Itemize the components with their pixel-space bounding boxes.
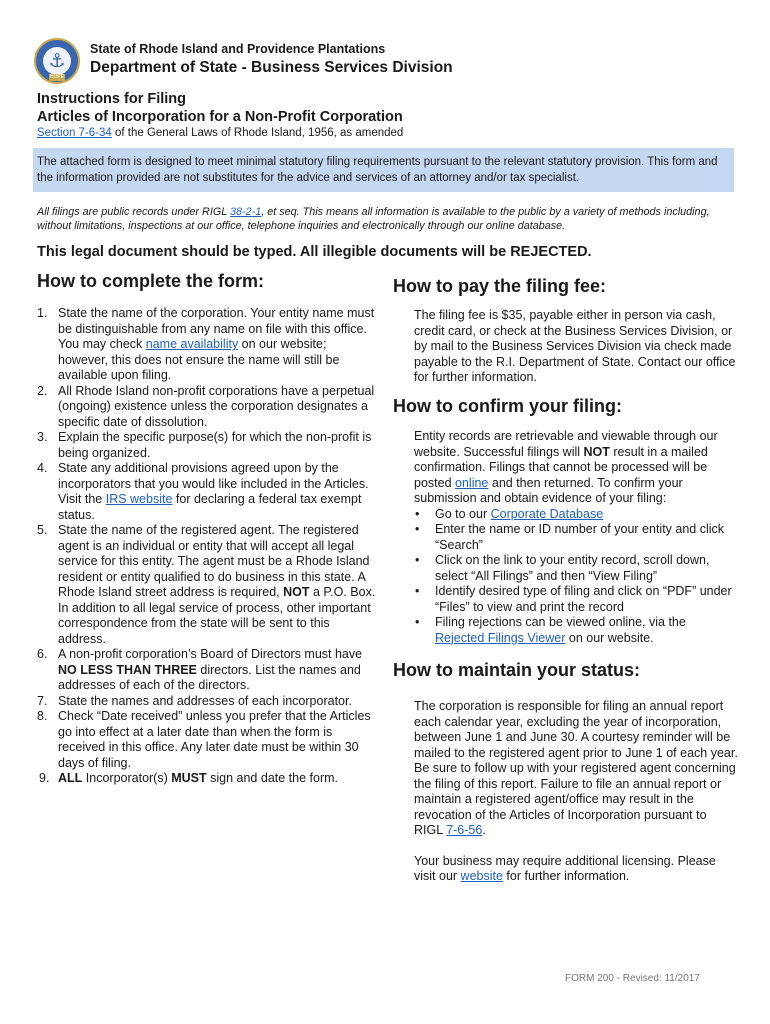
complete-heading: How to complete the form: bbox=[37, 271, 265, 291]
rejected-filings-viewer-link[interactable]: Rejected Filings Viewer bbox=[435, 630, 566, 645]
doc-title-line2: Articles of Incorporation for a Non-Profit Corporation bbox=[37, 109, 403, 125]
step-item: 8. Check “Date received” unless you prefer that the Articles go into effect at a later date than when the form is received in this office. Any later date must be within 30 days of filing. bbox=[37, 709, 371, 770]
state-seal-logo bbox=[34, 38, 80, 84]
state-name: State of Rhode Island and Providence Plantations bbox=[90, 42, 386, 56]
form-revision-footer: FORM 200 - Revised: 11/2017 bbox=[565, 973, 700, 984]
list-item: • Identify desired type of filing and click on “PDF” under “Files” to view and print the record bbox=[415, 584, 732, 614]
step-item: 4. State any additional provisions agreed upon by the incorporators that you would like included in the Articles. Visit the IRS website for declaring a federal tax exempt status. bbox=[37, 461, 369, 522]
step-item: 9. ALL Incorporator(s) MUST sign and date the form. bbox=[39, 771, 338, 785]
step-item: 1. State the name of the corporation. Your entity name must be distinguishable from any name on file with this office. You may check name availability on our website; however, this does not ensure the name will still be available upon filing. bbox=[37, 306, 375, 382]
website-link[interactable]: website bbox=[460, 869, 503, 883]
online-link[interactable]: online bbox=[455, 475, 489, 490]
irs-website-link[interactable]: IRS website bbox=[105, 492, 173, 506]
name-availability-link[interactable]: name availability bbox=[145, 337, 239, 351]
pay-heading: How to pay the filing fee: bbox=[393, 276, 607, 296]
statute-link[interactable]: Section 7-6-34 bbox=[37, 127, 112, 139]
step-item: 5. State the name of the registered agent. The registered agent is an individual or entity that will accept all legal service for this entity. The agent must be a Rhode Island resident or entity qualified to do business in this state. A Rhode Island street address is required, NOT a P.O. Box. In addition to all legal service of process, other important correspondence from the state will be sent to this address. bbox=[37, 523, 376, 646]
confirm-intro: Entity records are retrievable and viewable through our website. Successful filings will NOT result in a mailed confirmation. Filings that cannot be processed will be posted online and then returned. To confirm your submission and obtain evidence of your filing: bbox=[414, 429, 718, 505]
step-item: 3. Explain the specific purpose(s) for which the non-profit is being organized. bbox=[37, 430, 372, 460]
pay-section bbox=[393, 276, 738, 386]
list-item: • Filing rejections can be viewed online, via the Rejected Filings Viewer on our website. bbox=[415, 615, 686, 645]
steps-list bbox=[37, 306, 379, 787]
statute-reference: Section 7-6-34 of the General Laws of Rhode Island, 1956, as amended bbox=[37, 127, 404, 139]
step-item: 7. State the names and addresses of each incorporator. bbox=[37, 693, 352, 708]
maintain-section bbox=[393, 660, 738, 885]
maintain-heading: How to maintain your status: bbox=[393, 660, 641, 680]
corporate-database-link[interactable]: Corporate Database bbox=[490, 506, 604, 521]
maintain-body: The corporation is responsible for filing an annual report each calendar year, excluding the year of incorporation, between June 1 and June 30. A courtesy reminder will be mailed to the registered agent prior to June 1 of each year. Be sure to follow up with your registered agent concerning the filing of this report. Failure to file an annual report or maintain a registered agent/office may result in the revocation of the Articles of Incorporation pursuant to RIGL 7-6-56. bbox=[414, 699, 738, 837]
confirm-heading: How to confirm your filing: bbox=[393, 396, 622, 416]
list-item: • Go to our Corporate Database bbox=[415, 506, 604, 521]
anchor-icon: ⚓ bbox=[43, 47, 71, 75]
doc-title-line1: Instructions for Filing bbox=[37, 91, 187, 107]
confirm-section bbox=[393, 396, 738, 646]
licensing-note: Your business may require additional licensing. Please visit our website for further information. bbox=[414, 853, 716, 883]
disclaimer-notice: The attached form is designed to meet minimal statutory filing requirements pursuant to the relevant statutory provision. This form and the information provided are not substitutes for the advice and services of an attorney and/or tax specialist. bbox=[33, 148, 734, 192]
typed-warning: This legal document should be typed. All illegible documents will be REJECTED. bbox=[37, 244, 592, 260]
complete-section bbox=[37, 271, 379, 787]
seal-banner: HOPE bbox=[49, 74, 65, 80]
rigl-7-6-56-link[interactable]: 7-6-56 bbox=[446, 823, 483, 837]
step-item: 2. All Rhode Island non-profit corporations have a perpetual (ongoing) existence unless the corporation designates a specific date of dissolution. bbox=[37, 383, 375, 429]
confirm-steps bbox=[414, 507, 738, 647]
department-name: Department of State - Business Services Division bbox=[90, 59, 453, 76]
step-item: 6. A non-profit corporation’s Board of Directors must have NO LESS THAN THREE directors. List the names and addresses of each of the directors. bbox=[37, 647, 363, 692]
rigl-38-2-1-link[interactable]: 38-2-1 bbox=[230, 206, 262, 218]
list-item: • Click on the link to your entity record, scroll down, select “All Filings” and then “View Filing” bbox=[415, 553, 710, 583]
list-item: • Enter the name or ID number of your entity and click “Search” bbox=[415, 522, 725, 552]
public-records-note: All filings are public records under RIGL 38-2-1, et seq. This means all information is available to the public by a variety of methods including, without limitations, inspections at our office, telephone inquiries and electronically through our online database. bbox=[37, 206, 710, 232]
pay-body: The filing fee is $35, payable either in person via cash, credit card, or check at the Business Services Division, or by mail to the Business Services Division via check made payable to the R.I. Department of State. Contact our office for further information. bbox=[414, 308, 736, 384]
